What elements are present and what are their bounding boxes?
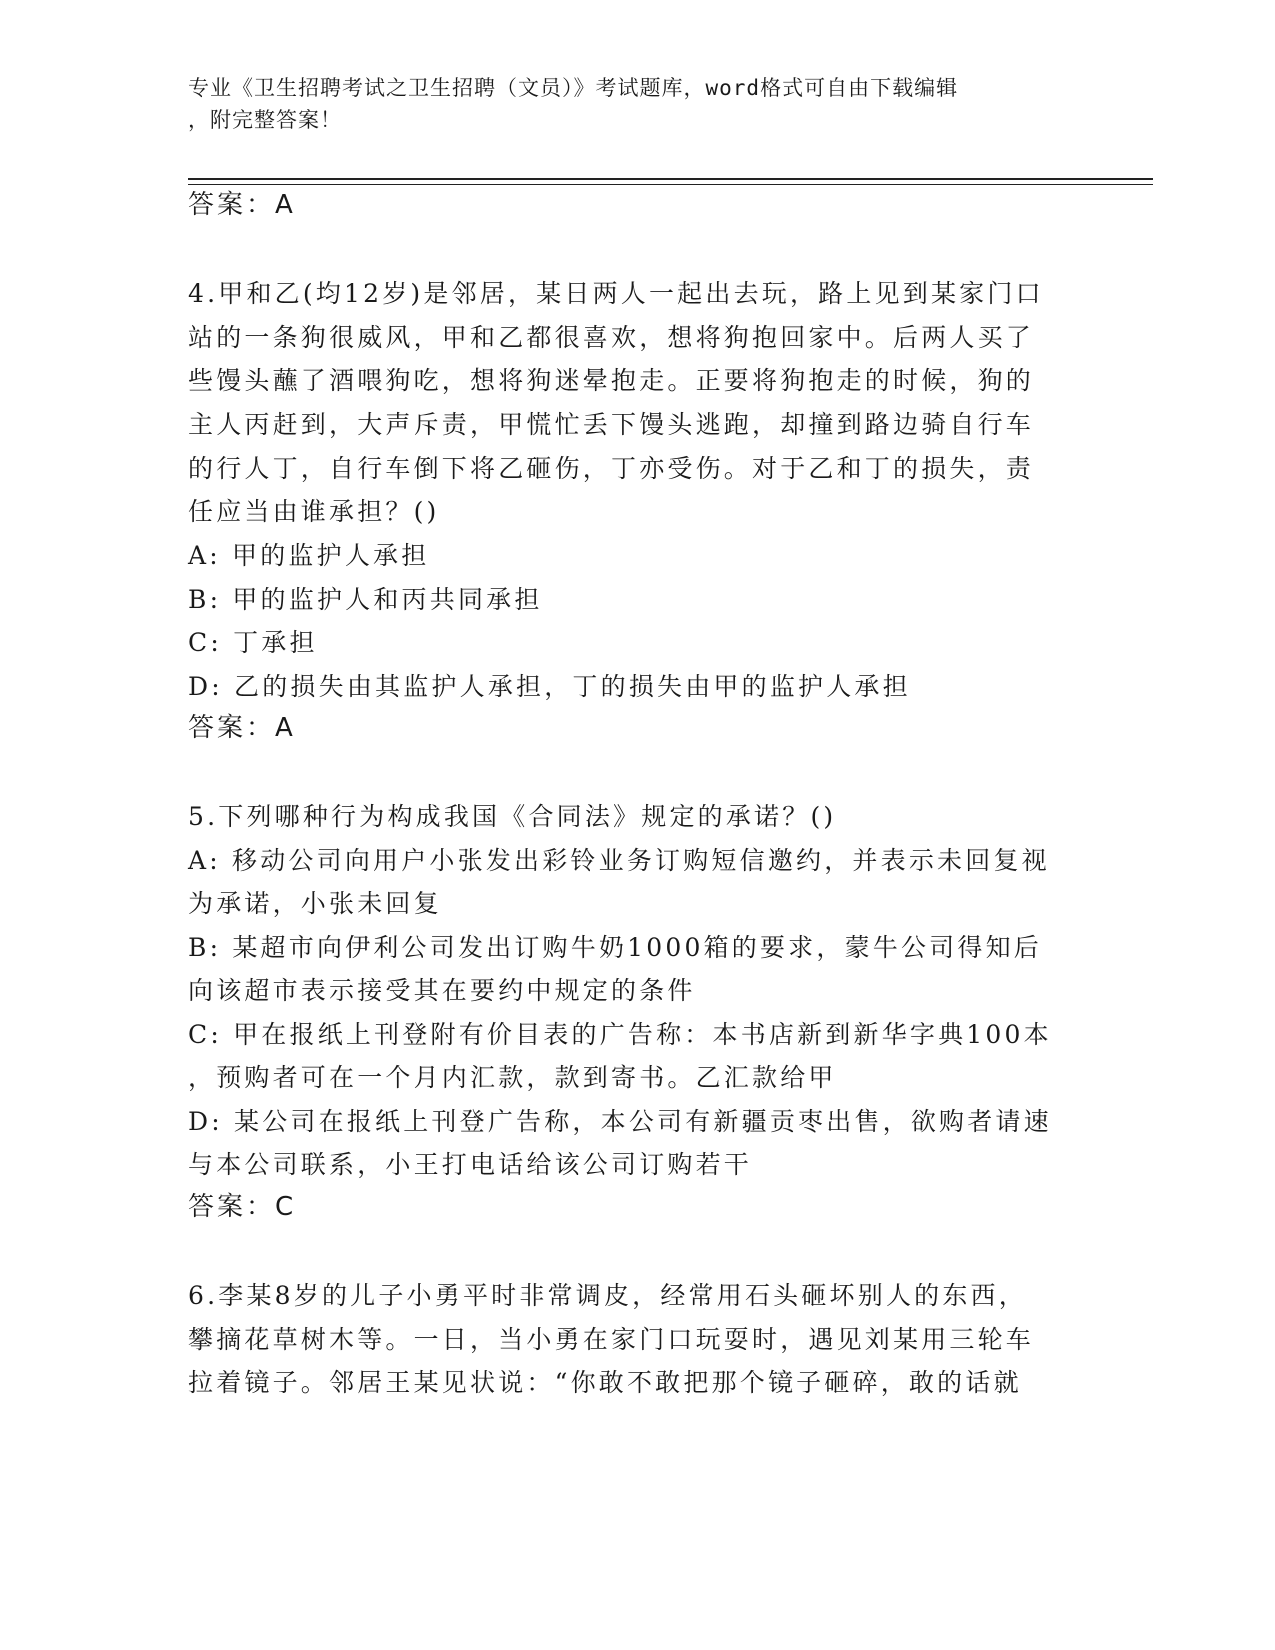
header-divider-thick [188,178,1153,180]
q5-option-c-line-2: ，预购者可在一个月内汇款，款到寄书。乙汇款给甲 [188,1063,837,1092]
q4-stem-line: 主人丙赶到，大声斥责，甲慌忙丢下馒头逃跑，却撞到路边骑自行车 [188,410,1035,439]
prev-answer: 答案：A [188,190,296,220]
q4-stem-line: 4.甲和乙(均12岁)是邻居，某日两人一起出去玩，路上见到某家门口 [188,279,1044,308]
q5-option-d-line-1: D: 某公司在报纸上刊登广告称，本公司有新疆贡枣出售，欲购者请速 [188,1107,1052,1136]
q5-option-b-line-2: 向该超市表示接受其在要约中规定的条件 [188,976,696,1005]
q5-stem-line: 5.下列哪种行为构成我国《合同法》规定的承诺？() [188,802,837,831]
q5-option-a-line-2: 为承诺，小张未回复 [188,889,442,918]
q5-answer: 答案：C [188,1192,297,1222]
header-title-line-1: 专业《卫生招聘考试之卫生招聘（文员）》考试题库，word格式可自由下载编辑 [188,76,959,100]
document-header [188,72,1088,136]
q4-stem-line: 的行人丁，自行车倒下将乙砸伤，丁亦受伤。对于乙和丁的损失，责 [188,454,1035,483]
q6-stem-line: 拉着镜子。邻居王某见状说：“你敢不敢把那个镜子砸碎，敢的话就 [188,1368,1022,1397]
q4-option-b: B: 甲的监护人和丙共同承担 [188,585,543,614]
q5-option-b-line-1: B: 某超市向伊利公司发出订购牛奶1000箱的要求，蒙牛公司得知后 [188,933,1042,962]
q4-stem-line: 任应当由谁承担？() [188,497,440,526]
q5-option-c-line-1: C: 甲在报纸上刊登附有价目表的广告称：本书店新到新华字典100本 [188,1020,1052,1049]
q4-stem-line: 些馒头蘸了酒喂狗吃，想将狗迷晕抱走。正要将狗抱走的时候，狗的 [188,366,1035,395]
q4-stem-line: 站的一条狗很威风，甲和乙都很喜欢，想将狗抱回家中。后两人买了 [188,323,1035,352]
q6-stem-line: 6.李某8岁的儿子小勇平时非常调皮，经常用石头砸坏别人的东西， [188,1281,1027,1310]
q5-option-d-line-2: 与本公司联系，小王打电话给该公司订购若干 [188,1150,753,1179]
q4-answer: 答案：A [188,713,296,743]
q4-option-c: C: 丁承担 [188,628,318,657]
q6-stem-line: 攀摘花草树木等。一日，当小勇在家门口玩耍时，遇见刘某用三轮车 [188,1325,1035,1354]
q4-option-d: D: 乙的损失由其监护人承担，丁的损失由甲的监护人承担 [188,672,911,701]
q5-option-a-line-1: A: 移动公司向用户小张发出彩铃业务订购短信邀约，并表示未回复视 [188,846,1050,875]
q4-option-a: A: 甲的监护人承担 [188,541,430,570]
header-divider-thin [188,184,1153,185]
header-title-line-2: ，附完整答案！ [188,108,342,132]
